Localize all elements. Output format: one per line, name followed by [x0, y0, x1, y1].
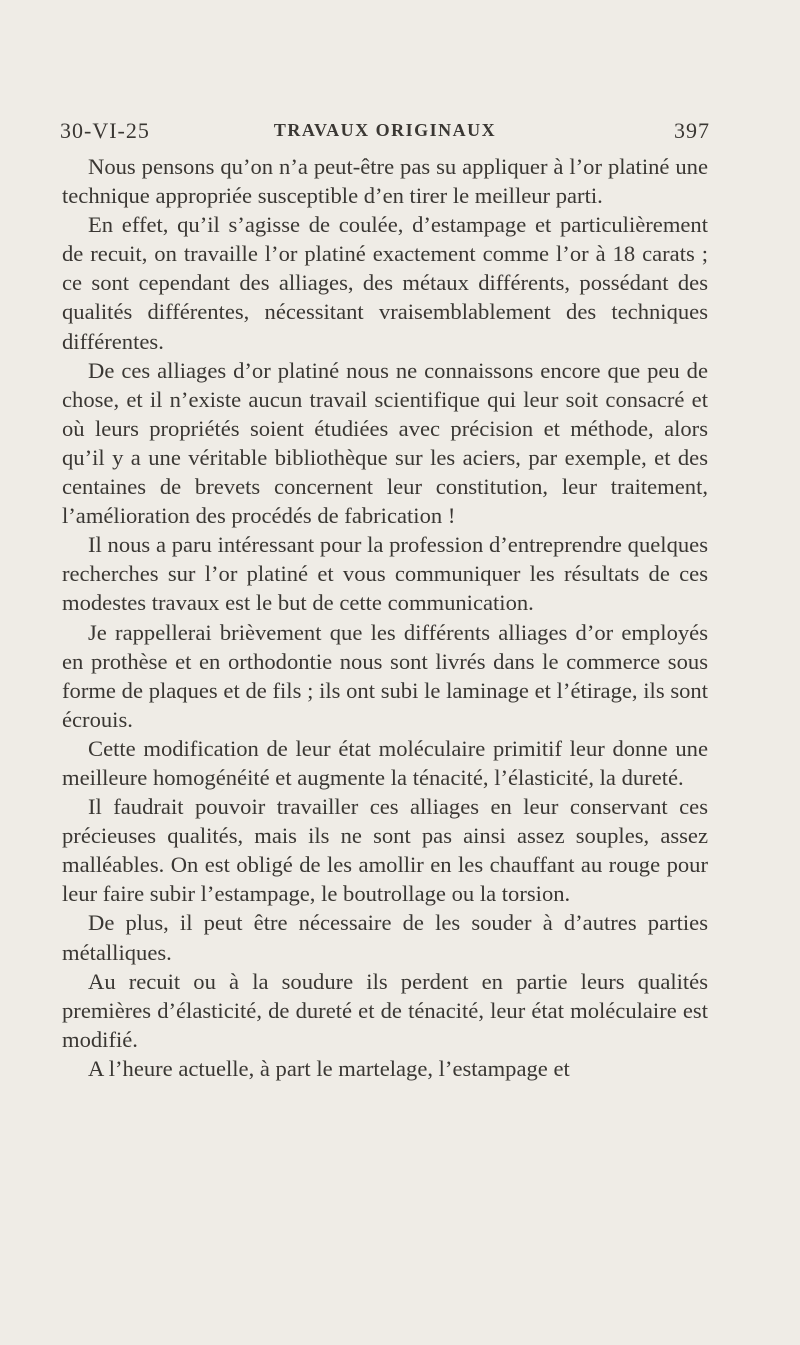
- paragraph-5: Je rappellerai brièvement que les différents alliages d’or employés en prothèse et en orthodontie nous sont livrés dans le commerce sous forme de plaques et de fils ; ils ont subi le laminage et l’étirage, ils sont écrouis.: [62, 619, 708, 732]
- running-header: [60, 118, 710, 148]
- paragraph-4: Il nous a paru intéressant pour la profession d’entreprendre quelques recherches sur l’or platiné et vous communiquer les résultats de ces modestes travaux est le but de cette communication.: [62, 532, 708, 616]
- paragraph-9: Au recuit ou à la soudure ils perdent en partie leurs qualités premières d’élasticité, de dureté et de ténacité, leur état moléculaire est modifié.: [62, 968, 708, 1052]
- paragraph-10: A l’heure actuelle, à part le martelage, l’estampage et: [88, 1055, 570, 1081]
- paragraph-7: Il faudrait pouvoir travailler ces alliages en leur conservant ces précieuses qualités, mais ils ne sont pas ainsi assez souples, assez malléables. On est obligé de les amollir en les chauffant au rouge pour leur faire subir l’estampage, le boutrollage ou la torsion.: [62, 794, 708, 907]
- header-date: 30-VI-25: [60, 118, 150, 143]
- paragraph-3: De ces alliages d’or platiné nous ne connaissons encore que peu de chose, et il n’existe aucun travail scientifique qui leur soit consacré et où leurs propriétés soient étudiées avec précision et méthode, alors qu’il y a une véritable bibliothèque sur les aciers, par exemple, et des centaines de brevets concernent leur constitution, leur traitement, l’amélioration des procédés de fabrication !: [62, 357, 708, 529]
- paragraph-8: De plus, il peut être nécessaire de les souder à d’autres parties métalliques.: [62, 910, 708, 965]
- page-number: 397: [674, 118, 710, 143]
- header-section-title: TRAVAUX ORIGINAUX: [273, 120, 497, 140]
- paragraph-2: En effet, qu’il s’agisse de coulée, d’estampage et particulièrement de recuit, on travaille l’or platiné exactement comme l’or à 18 carats ; ce sont cependant des alliages, des métaux différents, possédant des qualités différentes, nécessitant vraisemblablement des techniques différentes.: [62, 212, 708, 354]
- paragraph-1: Nous pensons qu’on n’a peut-être pas su appliquer à l’or platiné une technique appropriée susceptible d’en tirer le meilleur parti.: [62, 154, 708, 209]
- article-body: [62, 152, 708, 1083]
- paragraph-6: Cette modification de leur état moléculaire primitif leur donne une meilleure homogénéité et augmente la ténacité, l’élasticité, la dureté.: [62, 735, 708, 790]
